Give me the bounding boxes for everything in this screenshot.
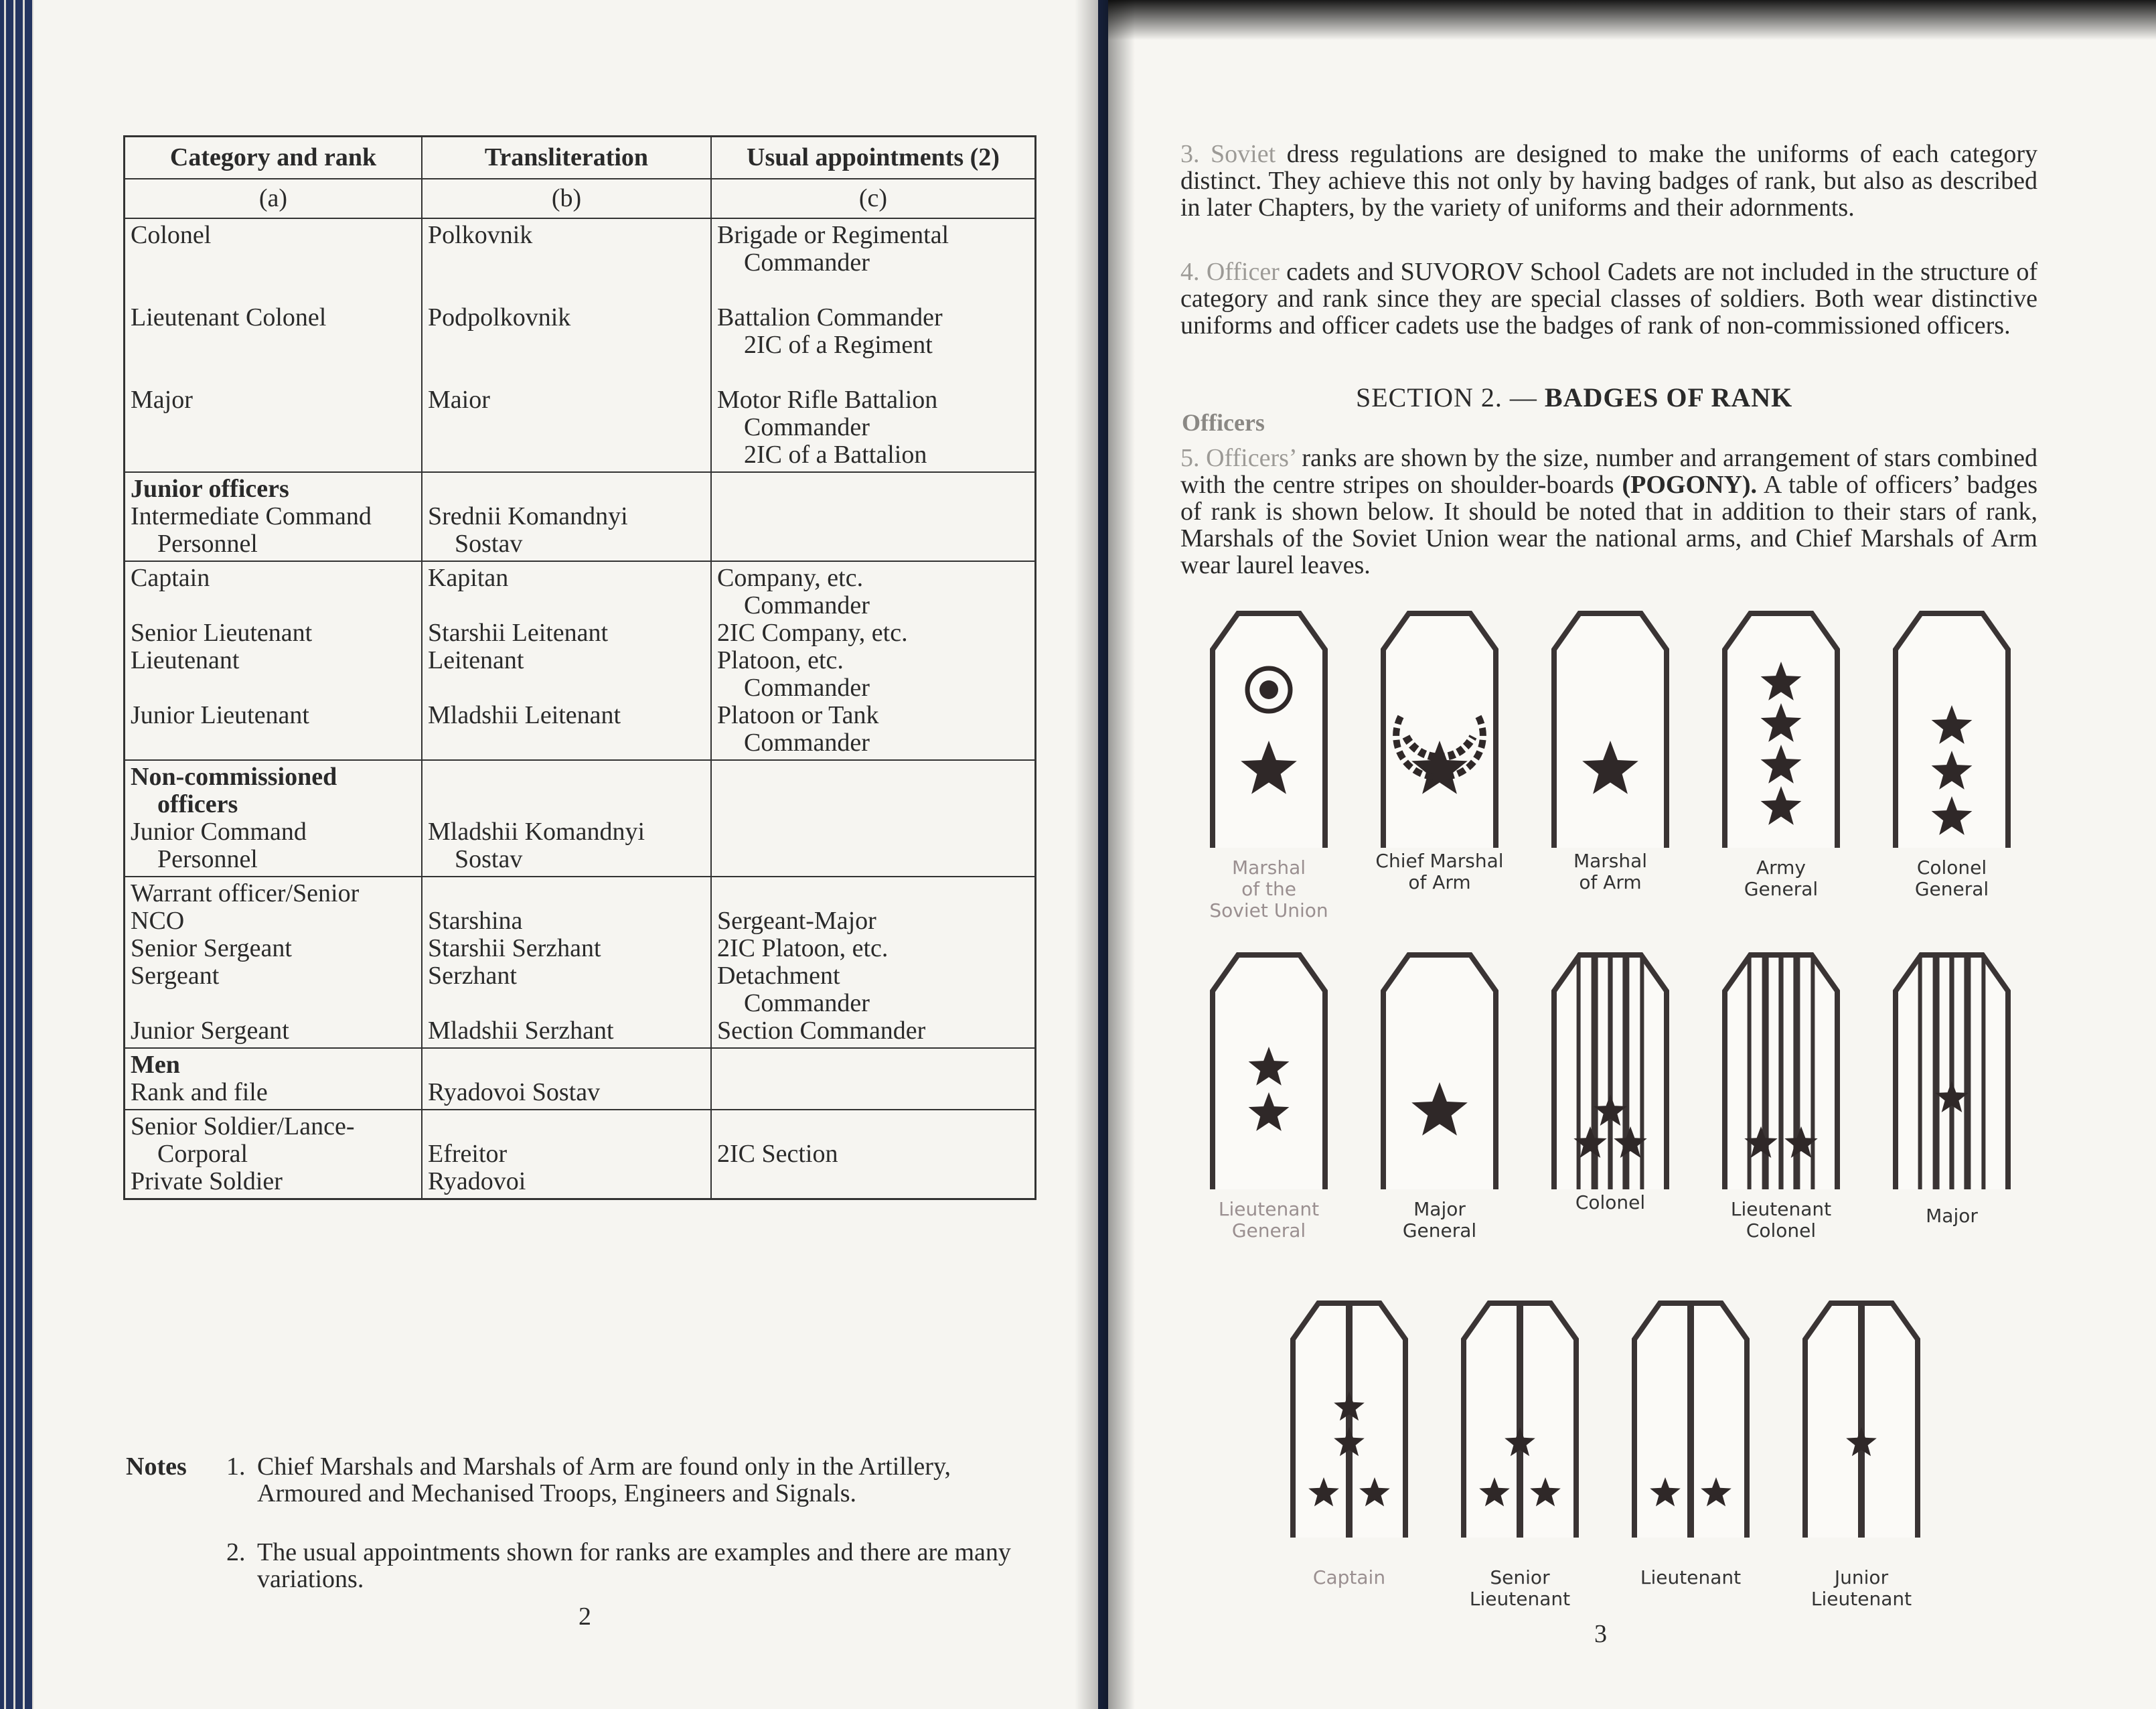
board-stripe [1981,956,1985,1189]
table-cell-c3 [712,473,1034,561]
cell-line: Motor Rifle Battalion [717,386,938,414]
cell-line [717,277,1029,304]
table-row [125,562,1034,761]
shoulder-board-icon [1379,609,1500,850]
cell-line [131,592,416,619]
board-stripe [1577,956,1581,1189]
national-arms-emblem [1259,680,1278,699]
cell-line [428,475,705,503]
badge-label-line: of the [1241,878,1296,900]
badge-label-line: Lieutenant [1218,1198,1320,1220]
cell-line: Senior Sergeant [131,934,292,962]
rank-table [123,135,1036,1200]
cell-line: Senior Soldier/Lance- [131,1112,355,1140]
board-stripe [1517,1305,1523,1538]
badge-label-line: Soviet Union [1209,899,1328,921]
table-row [125,1110,1034,1198]
paragraph-text: A table of officers’ badges of rank is shown below. It should be noted that in addition to their stars of rank, Marshals of the Soviet Union wear the national arms, and Chief Marshals of Arm wear laurel leaves. [1180,471,2037,579]
table-body [125,219,1034,1198]
badge-label-line: Marshal [1573,850,1648,872]
cell-line [428,674,705,702]
table-cell-c2 [422,761,712,876]
cell-line: Platoon, etc. [717,646,844,674]
shoulder-board-badge [1721,609,1841,900]
badge-label-line: Lieutenant [1730,1198,1832,1220]
cell-line: Lieutenant [131,646,240,674]
header-category: Category and rank [125,137,422,178]
cell-line [428,331,705,359]
note-text: The usual appointments shown for ranks are examples and there are many variations. [257,1538,1011,1593]
table-row [125,877,1034,1049]
board-stripe [1346,1305,1353,1538]
cell-line: Corporal [157,1140,248,1168]
note-number: 2. [226,1538,246,1566]
cell-line [131,249,416,277]
cell-line: Colonel [131,221,212,249]
paragraph-5 [1180,445,2037,579]
table-cell-c2 [422,1049,712,1109]
page-number-left: 2 [579,1603,591,1631]
cell-line: Starshii Serzhant [428,934,601,962]
table-cell-c1 [125,1049,422,1109]
cell-line: Maior [428,386,490,414]
cell-line: Intermediate Command [131,502,372,530]
shoulder-board-badge [1550,609,1671,893]
shoulder-board-badge [1550,951,1671,1213]
shoulder-board-badge [1209,951,1329,1242]
cell-line: Leitenant [428,646,524,674]
cell-line [131,990,416,1017]
cell-line: Personnel [157,845,258,873]
board-stripe [1858,1305,1865,1538]
cell-line: officers [157,790,238,818]
note-1 [226,1453,1036,1507]
shoulder-board-badge [1892,951,2012,1227]
page-number-right: 3 [1594,1620,1607,1648]
board-stripe [1748,956,1752,1189]
note-text: Chief Marshals and Marshals of Arm are found only in the Artillery, Armoured and Mechanised Troops, Engineers and Signals. [257,1453,951,1507]
table-cell-c3 [712,877,1034,1047]
badge-label-line: Captain [1312,1566,1386,1588]
cell-line [131,331,416,359]
cell-line: Junior Command [131,818,307,846]
cell-line: Company, etc. [717,564,864,592]
cell-line: Sostav [455,530,523,558]
badge-label-line: Major [1413,1198,1466,1220]
cell-line: Personnel [157,530,258,558]
badge-label-line: Junior [1834,1566,1889,1588]
table-cell-c2 [422,219,712,471]
table-cell-c1 [125,219,422,471]
board-stripe [1933,956,1940,1189]
cell-line: 2IC of a Battalion [744,441,927,469]
cell-line: Mladshii Leitenant [428,701,621,729]
cell-line [428,592,705,619]
cell-line: Polkovnik [428,221,533,249]
cell-line: Efreitor [428,1140,508,1168]
book-gutter [1075,0,1135,1709]
badge-label-line: General [1744,878,1819,900]
cell-line [131,359,416,386]
cell-line [428,359,705,386]
badge-label [1614,1567,1768,1588]
cell-line [717,1168,1029,1195]
badge-label-line: Senior [1490,1566,1550,1588]
badge-label-line: Marshal [1231,857,1306,879]
cell-line: Ryadovoi Sostav [428,1078,601,1106]
header-transliteration: Transliteration [422,137,712,178]
cell-line [131,277,416,304]
faded-text: 3. Soviet [1180,140,1276,168]
cell-line: Junior officers [131,475,289,503]
cell-line: Warrant officer/Senior [131,879,360,907]
board-stripe [1918,956,1922,1189]
badge-label [1363,850,1517,893]
shoulder-board-badge [1209,609,1329,921]
shoulder-board-icon [1892,951,2012,1192]
shoulder-board-badge [1801,1299,1922,1610]
cell-line: Ryadovoi [428,1167,526,1195]
table-cell-c1 [125,1110,422,1198]
cell-line: Junior Lieutenant [131,701,309,729]
badge-label-line: Army [1756,857,1806,879]
subheader-c: (c) [858,184,888,212]
shoulder-board-icon [1379,951,1500,1192]
shoulder-board-icon [1550,609,1671,850]
badge-label-line: Colonel [1746,1219,1817,1242]
cell-line: Junior Sergeant [131,1017,289,1045]
cell-line: Srednii Komandnyi [428,502,628,530]
faded-text: 4. Officer [1180,258,1280,286]
cell-line: Serzhant [428,962,517,990]
cell-line: 2IC Section [717,1140,838,1168]
shoulder-board-icon [1460,1299,1580,1540]
badge-label-line: General [1231,1219,1306,1242]
cell-line: Battalion Commander [717,303,943,331]
shoulder-board-icon [1209,951,1329,1192]
cell-line [717,1113,1029,1140]
paragraph-text: dress regulations are designed to make the uniforms of each category distinct. They achieve this not only by having badges of rank, but also as described in later Chapters, by the variety of uniforms and their adornments. [1180,140,2037,222]
shoulder-board-icon [1209,609,1329,850]
shoulder-board-icon [1801,1299,1922,1540]
badge-label [1272,1567,1426,1588]
paragraph-text: cadets and SUVOROV School Cadets are not included in the structure of category and rank since they are special classes of soldiers. Both wear distinctive uniforms and officer cadets use the badges of rank of non-commissioned officers. [1180,258,2037,340]
board-outline [1383,613,1496,848]
note-2 [226,1538,1036,1593]
cell-line: Sergeant-Major [717,907,876,935]
table-row [125,761,1034,877]
cell-line [717,359,1029,386]
cell-line: Commander [744,591,870,619]
shoulder-board-badge [1630,1299,1751,1588]
table-subheader-row [125,179,1034,219]
table-cell-c3 [712,219,1034,471]
cell-line: Commander [744,729,870,757]
cell-line: Platoon or Tank [717,701,879,729]
table-cell-c1 [125,761,422,876]
cell-line: 2IC Platoon, etc. [717,934,889,962]
shoulder-board-badge [1460,1299,1580,1610]
top-shadow [1108,0,2156,40]
badge-label-line: of Arm [1408,871,1471,893]
cell-line: Section Commander [717,1017,926,1045]
board-stripe [1778,956,1782,1189]
cell-line: Commander [744,674,870,702]
cell-line: Sostav [455,845,523,873]
board-stripe [1811,956,1815,1189]
badge-label-line: Colonel [1916,857,1987,879]
faded-text: 5. Officers’ [1180,444,1296,472]
paragraph-text: ranks are shown by the size, number and arrangement of stars combined with the centre stripes on shoulder-boards [1180,444,2037,499]
table-header-row [125,137,1034,179]
badge-label-line: Colonel [1575,1191,1646,1213]
section-prefix: SECTION 2. — [1356,382,1545,413]
paragraph-3 [1180,141,2037,221]
cell-line: Private Soldier [131,1167,283,1195]
cell-line: Non-commissioned [131,763,337,791]
cell-line: Mladshii Komandnyi [428,818,645,846]
badge-label [1443,1567,1597,1610]
board-stripe [1949,956,1953,1189]
subheader-a: (a) [125,179,422,218]
shoulder-board-icon [1892,609,2012,850]
badge-label-line: Lieutenant [1640,1566,1742,1588]
badge-label-line: Lieutenant [1811,1588,1912,1610]
cell-line: Captain [131,564,210,592]
cell-line: Major [131,386,193,414]
cell-line: NCO [131,907,185,935]
shoulder-board-icon [1721,951,1841,1192]
badge-label [1192,1199,1346,1242]
table-cell-c1 [125,877,422,1047]
cell-line: Starshii Leitenant [428,619,609,647]
cell-line: Men [131,1051,180,1079]
cell-line [428,791,705,818]
notes-label: Notes [126,1453,187,1481]
cell-line [428,1113,705,1140]
badge-label-line: General [1914,878,1989,900]
board-outline [1554,613,1667,848]
board-stripe [1640,956,1644,1189]
table-cell-c2 [422,877,712,1047]
table-row [125,473,1034,562]
pogony-term: (POGONY). [1622,471,1758,499]
cell-line [428,763,705,791]
cell-line [717,880,1029,907]
table-row [125,1049,1034,1110]
cell-line: Sergeant [131,962,220,990]
shoulder-board-badge [1375,609,1504,893]
table-cell-c1 [125,473,422,561]
book-page-edges [0,0,33,1709]
cell-line [428,277,705,304]
badge-label [1875,1205,2029,1227]
board-stripe [1964,956,1971,1189]
shoulder-board-badge [1289,1299,1409,1588]
table-cell-c3 [712,761,1034,876]
badge-label-line: Major [1926,1205,1978,1227]
table-cell-c2 [422,473,712,561]
cell-line: Detachment [717,962,840,990]
cell-line: Mladshii Serzhant [428,1017,614,1045]
cell-line: 2IC Company, etc. [717,619,908,647]
cell-line: Commander [744,989,870,1017]
cell-line [131,674,416,702]
cell-line: Commander [744,248,870,277]
cell-line: Lieutenant Colonel [131,303,327,331]
subheader-b: (b) [422,179,712,218]
badge-label-line: Lieutenant [1469,1588,1571,1610]
badge-label [1784,1567,1938,1610]
cell-line [428,1051,705,1079]
table-cell-c3 [712,1110,1034,1198]
badge-label [1875,857,2029,900]
section-heading [1356,382,1792,413]
note-number: 1. [226,1453,246,1481]
shoulder-board-badge [1892,609,2012,900]
cell-line [428,880,705,907]
table-cell-c2 [422,562,712,759]
cell-line: Senior Lieutenant [131,619,313,647]
cell-line: Rank and file [131,1078,268,1106]
cell-line: Brigade or Regimental [717,221,949,249]
header-appointments: Usual appointments (2) [747,143,1000,171]
shoulder-board-badge [1721,951,1841,1242]
officers-subheading: Officers [1182,409,1265,436]
cell-line [428,249,705,277]
table-cell-c3 [712,562,1034,759]
board-outline [1383,955,1496,1189]
cell-line: 2IC of a Regiment [744,331,933,359]
cell-line: Podpolkovnik [428,303,571,331]
badge-label-line: General [1402,1219,1477,1242]
cell-line: Commander [744,413,870,441]
board-stripe [1687,1305,1694,1538]
cell-line [428,990,705,1017]
shoulder-board-icon [1550,951,1671,1192]
badge-label [1533,1192,1687,1213]
shoulder-board-icon [1630,1299,1751,1540]
shoulder-board-icon [1721,609,1841,850]
board-stripe [1608,956,1612,1189]
table-cell-c1 [125,562,422,759]
badge-label-line: of Arm [1579,871,1642,893]
badge-label [1704,857,1858,900]
paragraph-4 [1180,258,2037,339]
shoulder-board-icon [1289,1299,1409,1540]
badge-label [1192,857,1346,921]
shoulder-board-badge [1379,951,1500,1242]
cell-line: Kapitan [428,564,509,592]
badge-label-line: Chief Marshal [1375,850,1504,872]
cell-line: Starshina [428,907,523,935]
table-row [125,219,1034,473]
table-cell-c3 [712,1049,1034,1109]
table-cell-c2 [422,1110,712,1198]
right-page [1108,0,2156,1709]
board-outline [1213,613,1325,848]
badge-label [1533,850,1687,893]
section-title: BADGES OF RANK [1544,382,1793,413]
badge-label [1363,1199,1517,1242]
badge-label [1704,1199,1858,1242]
